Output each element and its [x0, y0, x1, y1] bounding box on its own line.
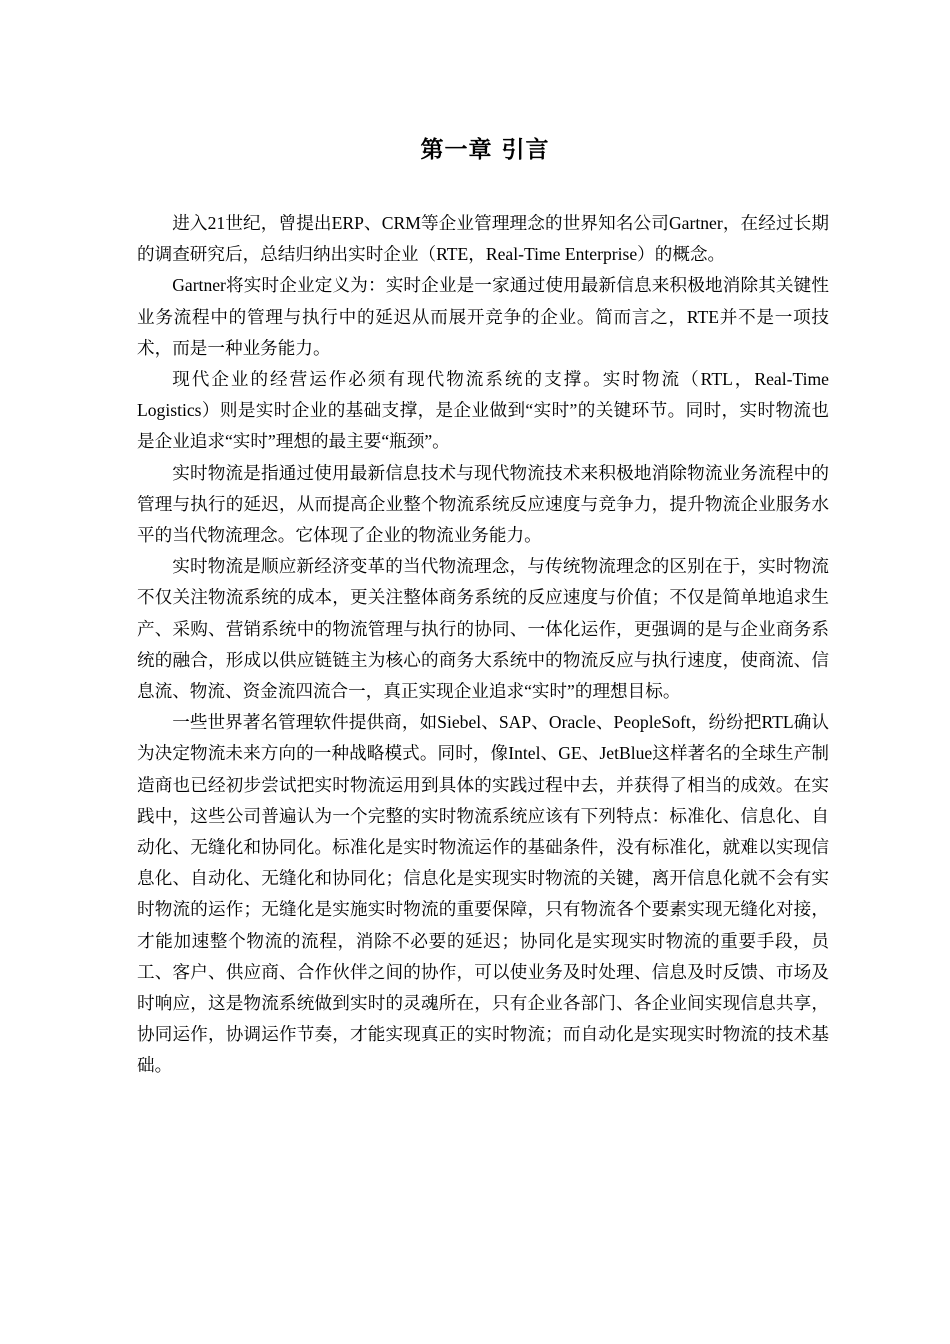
paragraph-rte-origin: 进入21世纪，曾提出ERP、CRM等企业管理理念的世界知名公司Gartner，在经过长期的调查研究后，总结归纳出实时企业（RTE，Real-Time Enterprise）的概念。	[137, 213, 829, 265]
paragraph-rtl-difference: 实时物流是顺应新经济变革的当代物流理念，与传统物流理念的区别在于，实时物流不仅关注物流系统的成本，更关注整体商务系统的反应速度与价值；不仅是简单地追求生产、采购、营销系统中的物流管理与执行的协同、一体化运作，更强调的是与企业商务系统的融合，形成以供应链链主为核心的商务大系统中的物流反应与执行速度，使商流、信息流、物流、资金流四流合一，真正实现企业追求“实时”的理想目标。	[137, 556, 829, 702]
paragraph-rtl-features: 一些世界著名管理软件提供商，如Siebel、SAP、Oracle、PeopleSoft，纷纷把RTL确认为决定物流未来方向的一种战略模式。同时，像Intel、GE、JetBlue这样著名的全球生产制造商也已经初步尝试把实时物流运用到具体的实践过程中去，并获得了相当的成效。在实践中，这些公司普遍认为一个完整的实时物流系统应该有下列特点：标准化、信息化、自动化、无缝化和协同化。标准化是实时物流运作的基础条件，没有标准化，就难以实现信息化、自动化、无缝化和协同化；信息化是实现实时物流的关键，离开信息化就不会有实时物流的运作；无缝化是实施实时物流的重要保障，只有物流各个要素实现无缝化对接，才能加速整个物流的流程，消除不必要的延迟；协同化是实现实时物流的重要手段，员工、客户、供应商、合作伙伴之间的协作，可以使业务及时处理、信息及时反馈、市场及时响应，这是物流系统做到实时的灵魂所在，只有企业各部门、各企业间实现信息共享，协同运作，协调运作节奏，才能实现真正的实时物流；而自动化是实现实时物流的技术基础。	[137, 712, 829, 1076]
paragraph-rte-definition: Gartner将实时企业定义为：实时企业是一家通过使用最新信息来积极地消除其关键性业务流程中的管理与执行中的延迟从而展开竞争的企业。简而言之，RTE并不是一项技术，而是一种业务能力。	[137, 275, 829, 358]
chapter-body	[137, 208, 829, 1082]
paragraph-rtl-definition: 实时物流是指通过使用最新信息技术与现代物流技术来积极地消除物流业务流程中的管理与执行的延迟，从而提高企业整个物流系统反应速度与竞争力，提升物流企业服务水平的当代物流理念。它体现了企业的物流业务能力。	[137, 462, 829, 546]
chapter-title: 第一章 引言	[420, 137, 550, 163]
paragraph-rtl-intro: 现代企业的经营运作必须有现代物流系统的支撑。实时物流（RTL，Real-Time Logistics）则是实时企业的基础支撑，是企业做到“实时”的关键环节。同时，实时物流也是企业追求“实时”理想的最主要“瓶颈”。	[137, 369, 829, 452]
